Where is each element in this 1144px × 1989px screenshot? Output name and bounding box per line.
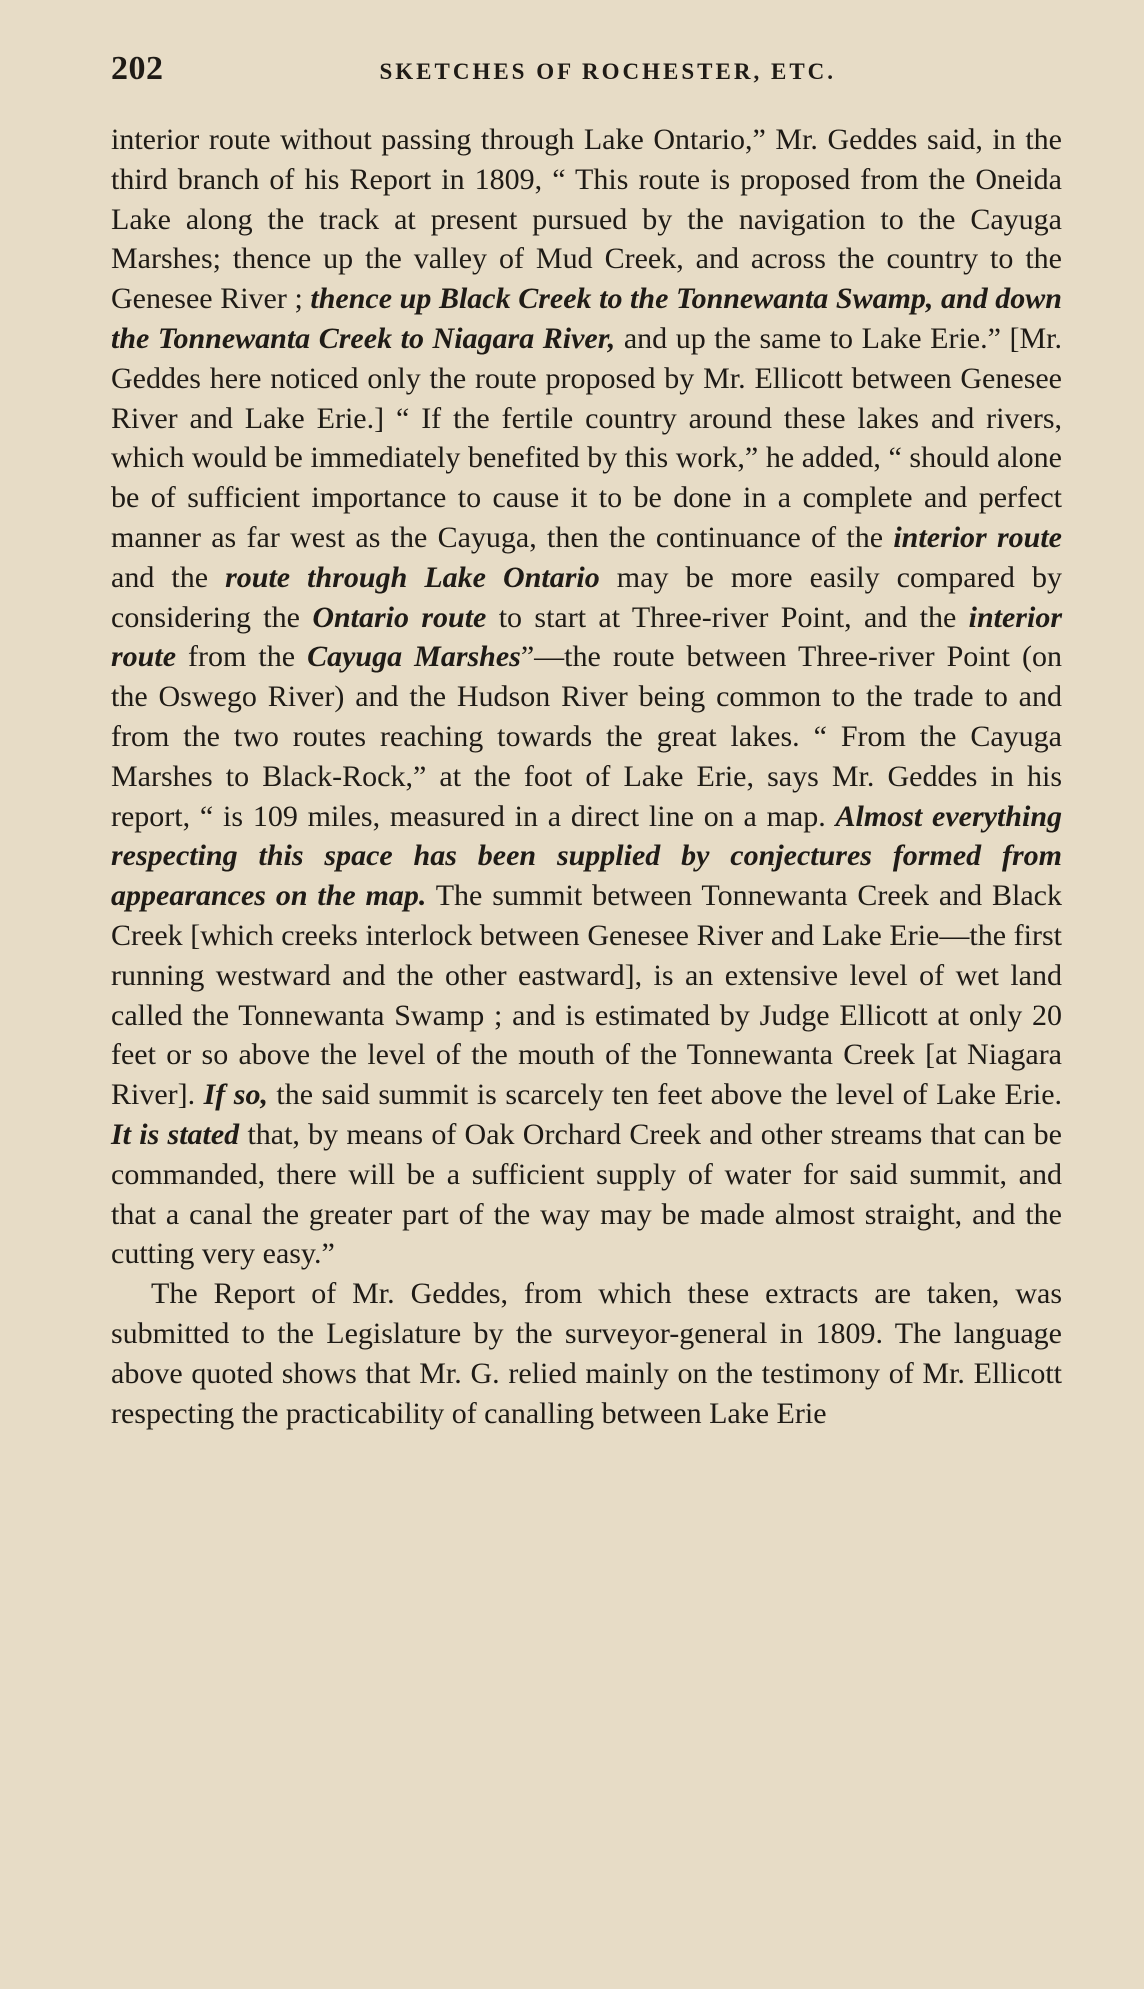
italic-text: thence up Black Creek to the Tonnewanta Swamp, and down the Tonnewanta Creek to Niagara River,	[111, 282, 1062, 355]
text-segment-italic	[111, 1118, 239, 1151]
body-text	[111, 120, 1062, 1433]
italic-text: Cayuga Marshes	[307, 640, 521, 674]
paragraph-2	[111, 1274, 1062, 1433]
italic-text: Ontario route	[312, 600, 487, 634]
page-number: 202	[111, 50, 164, 87]
text-segment-italic	[307, 640, 521, 673]
text-segment: and up the same to Lake Erie.” [Mr. Geddes here noticed only the route proposed by Mr. Ellicott between Genesee River and Lake Erie.] “ If the fertile country around these lakes and rivers, which would be immediately benefited by this work,” he added, “ should alone be of sufficient importance to cause it to be done in a complete and perfect manner as far west as the Cayuga, then the continuance of the	[111, 321, 1062, 554]
text-segment: may be more easily compared by considering the	[111, 560, 1062, 634]
text-segment: the said summit is scarcely ten feet above the level of Lake Erie.	[267, 1078, 1063, 1112]
text-segment: to start at Three-river Point, and the	[486, 600, 969, 634]
text-segment: The summit between Tonnewanta Creek and Black Creek [which creeks interlock between Genesee River and Lake Erie—the first running westward and the other eastward], is an extensive level of wet land called the Tonnewanta Swamp ; and is estimated by Judge Ellicott at only 20 feet or so above the level of the mouth of the Tonnewanta Creek [at Niagara River].	[111, 879, 1062, 1112]
text-segment-italic	[893, 521, 1062, 554]
text-segment: that, by means of Oak Orchard Creek and other streams that can be commanded, there will be a sufficient supply of water for said summit, and that a canal the greater part of the way may be made almost straight, and the cutting very easy.”	[111, 1117, 1062, 1271]
running-head: SKETCHES OF ROCHESTER, ETC.	[379, 59, 837, 84]
text-segment: The Report of Mr. Geddes, from which these extracts are taken, was submitted to the Legislature by the surveyor-general in 1809. The language above quoted shows that Mr. G. relied mainly on the testimony of Mr. Ellicott respecting the practicability of canalling between Lake Erie	[111, 1277, 1062, 1430]
text-segment-italic	[204, 1078, 268, 1111]
text-segment: from the	[176, 640, 308, 674]
italic-text: It is stated	[111, 1117, 240, 1151]
italic-text: Almost everything respecting this space has been supplied by conjectures formed from appearances on the map.	[111, 799, 1063, 913]
paragraph-1	[111, 120, 1062, 1274]
italic-text: If so,	[203, 1078, 268, 1112]
page-header	[111, 50, 1062, 110]
italic-text: interior route	[893, 520, 1062, 554]
text-segment: and the	[111, 560, 226, 594]
text-segment-italic	[312, 601, 486, 634]
text-segment: interior route without passing through Lake Ontario,” Mr. Geddes said, in the third branch of his Report in 1809, “ This route is proposed from the Oneida Lake along the track at present pursued by the navigation to the Cayuga Marshes; thence up the valley of Mud Creek, and across the country to the Genesee River ;	[111, 123, 1062, 316]
text-segment-italic	[225, 561, 600, 594]
italic-text: route through Lake Ontario	[225, 560, 600, 594]
italic-text: interior route	[111, 600, 1062, 674]
text-segment: ”—the route between Three-river Point (on the Oswego River) and the Hudson River being common to the trade to and from the two routes reaching towards the great lakes. “ From the Cayuga Marshes to Black-Rock,” at the foot of Lake Erie, says Mr. Geddes in his report, “ is 109 miles, measured in a direct line on a map.	[111, 640, 1062, 833]
